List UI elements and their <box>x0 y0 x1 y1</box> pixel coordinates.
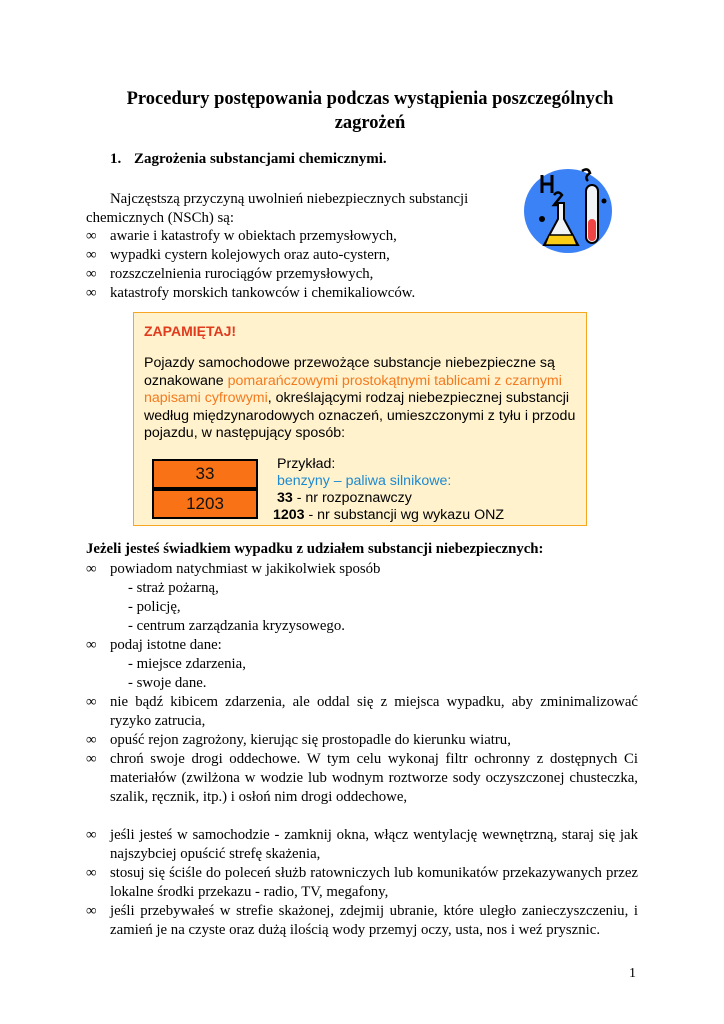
sub-item: - swoje dane. <box>128 675 207 691</box>
notice-text: Pojazdy samochodowe przewożące substancje niebezpieczne są oznakowane pomarańczowymi prostokątnymi tablicami z czarnymi napisami cyfrowymi, określającymi rodzaj niebezpiecznej substancji według międzynarodowych oznaczeń, umieszczonymi z tyłu i przodu pojazdu, w następujący sposób: <box>144 355 576 441</box>
example-substance: benzyny – paliwa silnikowe: <box>277 473 452 489</box>
sub-item: - miejsce zdarzenia, <box>128 656 246 672</box>
list-item: ∞ jeśli przebywałeś w strefie skażonej, zdejmij ubranie, które uległo zanieczyszczeniu, i zamień je na czyste oraz dużą ilością wody przemyj oczy, usta, nos i weź prysznic. <box>86 903 638 938</box>
example-line-2: 1203 - nr substancji wg wykazu ONZ <box>273 507 505 523</box>
bullet-symbol: ∞ <box>86 903 97 919</box>
section-heading <box>110 151 387 168</box>
page-title: Procedury postępowania podczas wystąpienia poszczególnych zagrożeń <box>126 89 614 133</box>
bullet-symbol: ∞ <box>86 266 97 282</box>
witness-heading: Jeżeli jesteś świadkiem wypadku z udziałem substancji niebezpiecznych: <box>86 541 544 557</box>
list-item: ∞ stosuj się ściśle do poleceń służb ratowniczych lub komunikatów przekazywanych przez lokalne środki przekazu - radio, TV, megafony, <box>86 865 638 900</box>
intro-paragraph: Najczęstszą przyczyną uwolnień niebezpiecznych substancji chemicznych (NSCh) są: <box>86 191 469 226</box>
hazard-plate-bottom: 1203 <box>152 489 258 519</box>
list-item: ∞ chroń swoje drogi oddechowe. W tym celu wykonaj filtr ochronny z dostępnych Ci materiałów (zwilżona w wodzie lub wodnym roztworze sody oczyszczonej chusteczka, szalik, ręcznik, itp.) i osłoń nim drogi oddechowe, <box>86 751 638 805</box>
sub-item: - straż pożarną, <box>128 580 219 596</box>
list-item: ∞ jeśli jesteś w samochodzie - zamknij okna, włącz wentylację wewnętrzną, staraj się jak najszybciej opuścić strefę skażenia, <box>86 827 638 862</box>
bullet-symbol: ∞ <box>86 228 97 244</box>
bullet-symbol: ∞ <box>86 732 97 748</box>
bullet-symbol: ∞ <box>86 637 97 653</box>
list-item: ∞ katastrofy morskich tankowców i chemikaliowców. <box>86 285 416 301</box>
list-item: ∞ awarie i katastrofy w obiektach przemysłowych, <box>86 228 397 244</box>
list-item: ∞ podaj istotne dane: <box>86 637 222 653</box>
bullet-symbol: ∞ <box>86 827 97 843</box>
section-number: 1. <box>110 151 122 167</box>
notice-heading: ZAPAMIĘTAJ! <box>144 323 237 339</box>
bullet-symbol: ∞ <box>86 751 97 767</box>
section-title: Zagrożenia substancjami chemicznymi. <box>134 151 387 167</box>
sub-item: - policję, <box>128 599 181 615</box>
chemistry-lab-icon <box>522 165 614 255</box>
bullet-symbol: ∞ <box>86 561 97 577</box>
list-item: ∞ wypadki cystern kolejowych oraz auto-cystern, <box>86 247 390 263</box>
list-item: ∞ rozszczelnienia rurociągów przemysłowych, <box>86 266 374 282</box>
highlight-text: pomarańczowymi prostokątnymi tablicami z czarnymi napisami cyfrowymi <box>144 372 562 406</box>
list-item: ∞ powiadom natychmiast w jakikolwiek sposób <box>86 561 381 577</box>
list-item: ∞ opuść rejon zagrożony, kierując się prostopadle do kierunku wiatru, <box>86 732 511 748</box>
bullet-symbol: ∞ <box>86 247 97 263</box>
notice-box <box>133 312 587 526</box>
list-item: ∞ nie bądź kibicem zdarzenia, ale oddal się z miejsca wypadku, aby zminimalizować ryzyko zatrucia, <box>86 694 638 729</box>
sub-item: - centrum zarządzania kryzysowego. <box>128 618 345 634</box>
bullet-symbol: ∞ <box>86 694 97 710</box>
bullet-symbol: ∞ <box>86 865 97 881</box>
example-line-1: 33 - nr rozpoznawczy <box>277 490 412 506</box>
page-number: 1 <box>629 966 636 981</box>
bullet-symbol: ∞ <box>86 285 97 301</box>
example-label: Przykład: <box>277 456 336 472</box>
hazard-plate-top: 33 <box>152 459 258 489</box>
